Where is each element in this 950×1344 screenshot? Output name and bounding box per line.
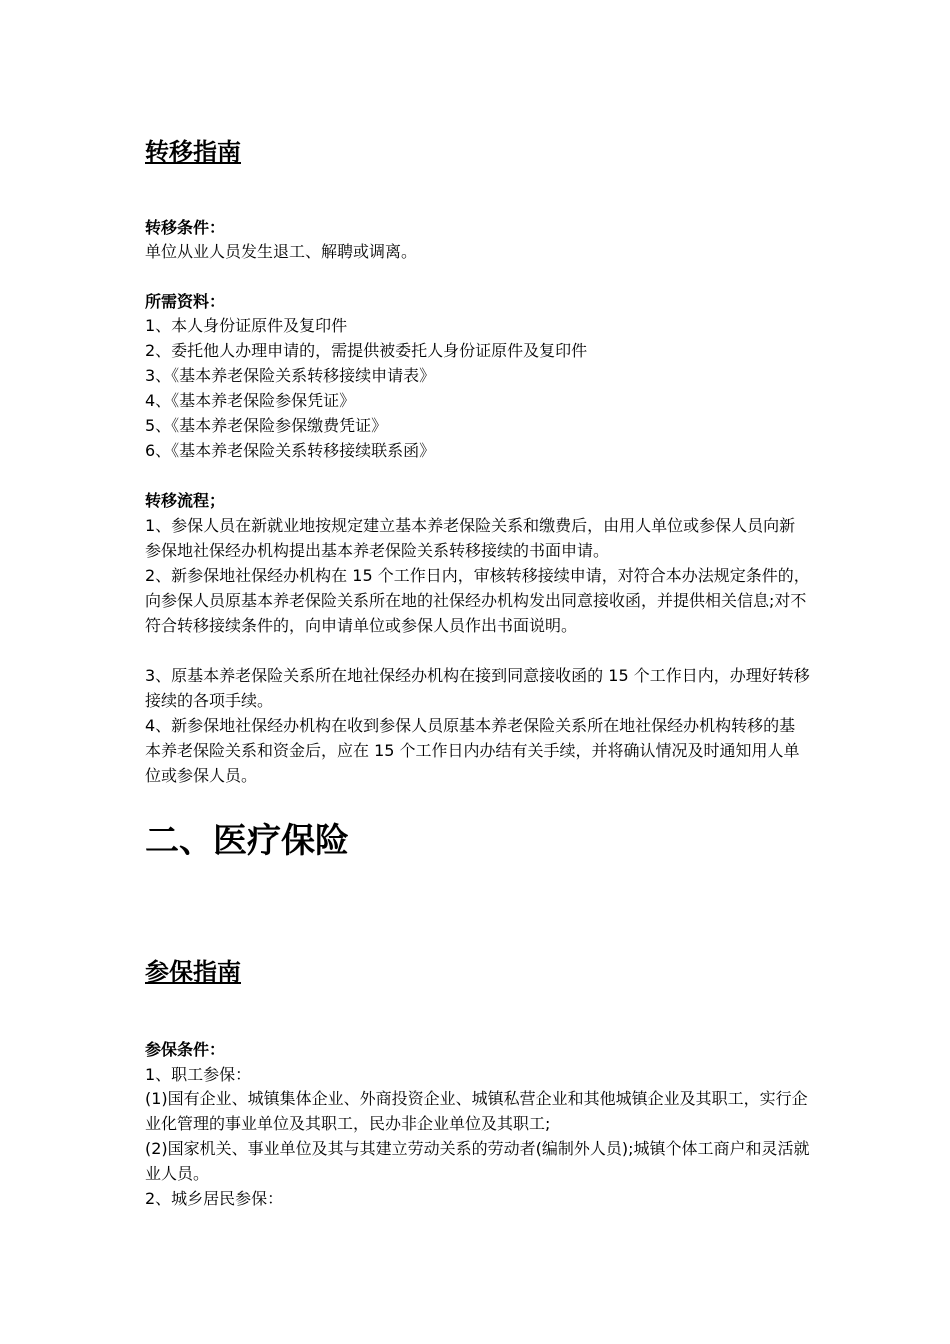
process-label: 转移流程； [145, 491, 226, 510]
enroll-condition-line: (1)国有企业、城镇集体企业、外商投资企业、城镇私营企业和其他城镇企业及其职工，实行企业化管理的事业单位及其职工，民办非企业单位及其职工; [145, 1089, 808, 1133]
enroll-conditions-label: 参保条件： [145, 1040, 226, 1059]
materials-item: 4、《基本养老保险参保凭证》 [145, 391, 356, 410]
materials-item: 3、《基本养老保险关系转移接续申请表》 [145, 366, 436, 385]
transfer-conditions-text: 单位从业人员发生退工、解聘或调离。 [145, 242, 418, 261]
materials-item: 5、《基本养老保险参保缴费凭证》 [145, 416, 388, 435]
process-step: 2、新参保地社保经办机构在 15 个工作日内，审核转移接续申请，对符合本办法规定条件的，向参保人员原基本养老保险关系所在地的社保经办机构发出同意接收函，并提供相关信息;对不符合转移接续条件的，向申请单位或参保人员作出书面说明。 [145, 566, 810, 635]
enroll-condition-line: 2、城乡居民参保： [145, 1189, 284, 1208]
transfer-conditions-label: 转移条件： [145, 218, 226, 237]
process-step: 1、参保人员在新就业地按规定建立基本养老保险关系和缴费后，由用人单位或参保人员向新参保地社保经办机构提出基本养老保险关系转移接续的书面申请。 [145, 516, 796, 560]
enroll-condition-line: 1、职工参保： [145, 1065, 252, 1084]
enroll-condition-line: (2)国家机关、事业单位及其与其建立劳动关系的劳动者(编制外人员);城镇个体工商户和灵活就业人员。 [145, 1139, 810, 1183]
medical-insurance-section-heading: 二、医疗保险 [145, 821, 349, 861]
materials-item: 6、《基本养老保险关系转移接续联系函》 [145, 441, 436, 460]
enroll-guide-heading: 参保指南 [145, 958, 241, 986]
process-step: 3、原基本养老保险关系所在地社保经办机构在接到同意接收函的 15 个工作日内，办理好转移接续的各项手续。 [145, 666, 810, 710]
process-step: 4、新参保地社保经办机构在收到参保人员原基本养老保险关系所在地社保经办机构转移的基本养老保险关系和资金后，应在 15 个工作日内办结有关手续，并将确认情况及时通知用人单位或参保人员。 [145, 716, 800, 785]
materials-item: 1、本人身份证原件及复印件 [145, 316, 348, 335]
materials-label: 所需资料： [145, 292, 226, 311]
transfer-guide-heading: 转移指南 [145, 138, 241, 166]
materials-item: 2、委托他人办理申请的，需提供被委托人身份证原件及复印件 [145, 341, 588, 360]
